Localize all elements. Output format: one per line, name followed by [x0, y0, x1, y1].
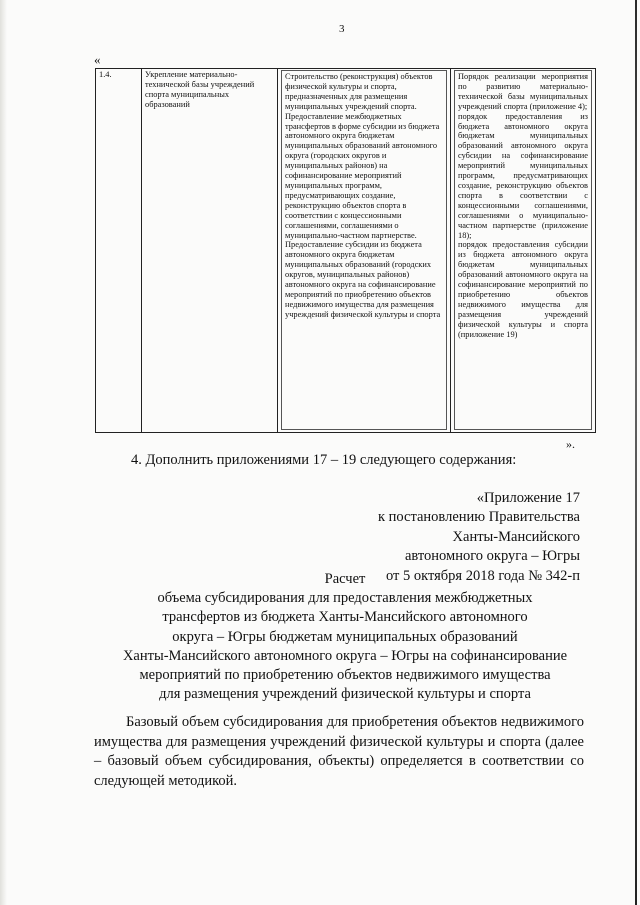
- task-text: Укрепление материально-технической базы учреждений спорта муниципальных образований: [145, 70, 255, 109]
- heading-line: округа – Югры бюджетам муниципальных образований: [172, 628, 518, 645]
- heading-line: мероприятий по приобретению объектов недвижимого имущества: [139, 667, 551, 684]
- procedure-inner-box: [454, 70, 592, 430]
- appendix-line: Ханты-Мансийского: [452, 528, 580, 545]
- event-paragraph: Предоставление субсидии из бюджета автономного округа бюджетам муниципальных образований (городских округов, муниципальных районов) автономного округа на софинансирование мероприятий по приобретению объектов недвижимого имущества для размещения учреждений физической культуры и спорта: [285, 240, 441, 319]
- calculation-heading: [95, 570, 595, 704]
- scan-left-shadow: [0, 0, 7, 905]
- heading-line: трансфертов из бюджета Ханты-Мансийского автономного: [162, 609, 528, 626]
- events-inner-box: [281, 70, 447, 430]
- event-paragraph: Строительство (реконструкция) объектов физической культуры и спорта, предназначенных для размещения муниципальных учреждений спорта.: [285, 72, 433, 111]
- procedure-cell: [451, 69, 596, 433]
- procedure-paragraph: Порядок реализации мероприятия по развитию материально-технической базы муниципальных учреждений спорта (приложение 4);: [458, 72, 588, 111]
- heading-line: Ханты-Мансийского автономного округа – Югры на софинансирование: [122, 647, 568, 664]
- row-number-cell: [96, 69, 142, 433]
- heading-line: для размещения учреждений физической культуры и спорта: [159, 686, 531, 703]
- appendix-line: «Приложение 17: [476, 490, 580, 506]
- row-number: 1.4.: [99, 70, 112, 79]
- body-paragraph: Базовый объем субсидирования для приобретения объектов недвижимого имущества для размещения учреждений физической культуры и спорта (далее – базовый объем субсидирования, объекты) определяется в соответствии со следующей методикой.: [94, 714, 584, 789]
- procedure-paragraph: порядок предоставления субсидии из бюджета автономного округа бюджетам муниципальных образований автономного округа на софинансирование мероприятий по приобретению объектов недвижимого имущества для размещения учреждений физической культуры и спорта (приложение 19): [458, 240, 588, 339]
- program-table: [95, 68, 596, 433]
- task-cell: [142, 69, 278, 433]
- heading-line: объема субсидирования для предоставления межбюджетных: [157, 590, 533, 607]
- events-cell: [278, 69, 451, 433]
- amendment-line: 4. Дополнить приложениями 17 – 19 следующего содержания:: [131, 452, 517, 468]
- event-paragraph: Предоставление межбюджетных трансфертов в форме субсидии из бюджета автономного округа бюджетам муниципальных образований автономного округа (городских округов и муниципальных районов) на софинансирование мероприятий муниципальных программ, предусматривающих создание, реконструкцию объектов спорта в соответствии с концессионными соглашениями, соглашениями о муниципально-частном партнерстве.: [285, 111, 440, 240]
- appendix-line: к постановлению Правительства: [378, 509, 580, 526]
- procedure-paragraph: порядок предоставления из бюджета автономного округа бюджетам муниципальных образований автономного округа субсидии на софинансирование мероприятий муниципальных программ, предусматривающих создание, реконструкцию объектов спорта в соответствии с концессионными соглашениями, соглашениями о муниципально-частном партнерстве (приложение 18);: [458, 111, 588, 240]
- page-number: 3: [339, 23, 345, 35]
- appendix-line: автономного округа – Югры: [404, 548, 580, 565]
- opening-quote: «: [94, 52, 101, 67]
- scan-right-edge: [635, 0, 637, 905]
- heading-line: Расчет: [324, 571, 366, 587]
- closing-quote: ».: [566, 437, 575, 451]
- table-row: [96, 69, 596, 433]
- appendix-line: от 5 октября 2018 года № 342-п: [385, 567, 580, 584]
